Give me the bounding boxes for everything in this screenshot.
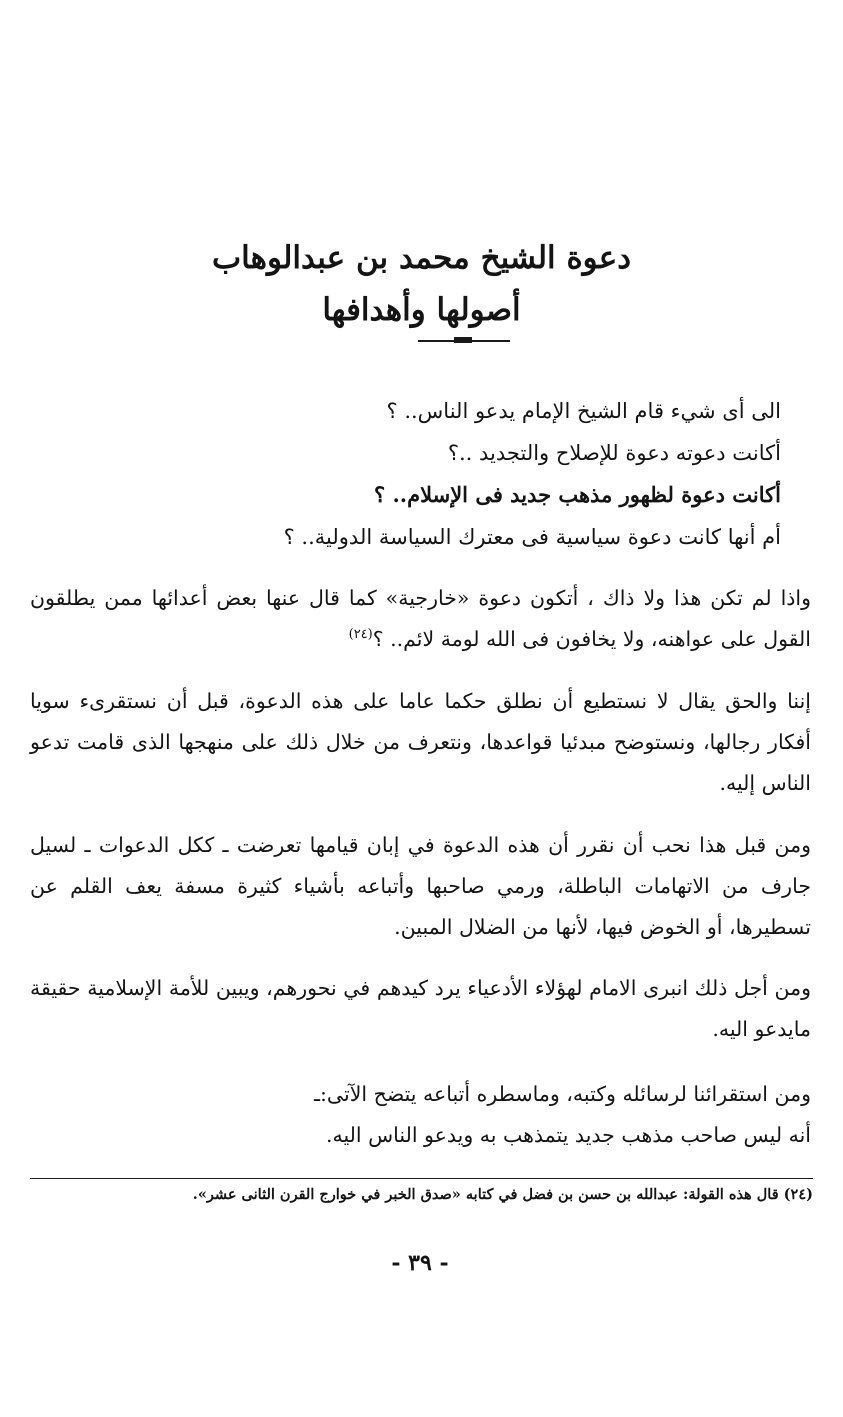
paragraph-5 [30,1074,811,1156]
question-item: الى أى شيء قام الشيخ الإمام يدعو الناس.. ؟ [386,399,781,423]
paragraph-1 [30,578,811,660]
paragraph-5-line-1: ومن استقرائنا لرسائله وكتبه، وماسطره أتباعه يتضح الآتى:ـ [314,1082,811,1106]
paragraph-5-line-2: أنه ليس صاحب مذهب جديد يتمذهب به ويدعو الناس اليه. [325,1123,811,1147]
page-number: - ٣٩ - [391,1250,449,1276]
paragraph-3: ومن قبل هذا نحب أن نقرر أن هذه الدعوة في إبان قيامها تعرضت ـ ككل الدعوات ـ لسيل جارف من الاتهامات الباطلة، ورمي صاحبها وأتباعه بأشياء كثيرة مسفة يعف القلم عن تسطيرها، أو الخوض فيها، لأنها من الضلال المبين. [30,833,811,939]
title-line-2: أصولها وأهدافها [322,292,521,328]
paragraph-2: إننا والحق يقال لا نستطيع أن نطلق حكما عاما على هذه الدعوة، قبل أن نستقرىء سويا أفكار رجالها، ونستوضح مبدئيا قواعدها، ونتعرف من خلال ذلك على منهجها الذى قامت تدعو الناس إليه. [30,689,811,795]
footnote: (٢٤) قال هذه القولة: عبدالله بن حسن بن فضل في كتابه «صدق الخبر في خوارج القرن الثانى عشر». [192,1186,813,1203]
question-item: أكانت دعوة لظهور مذهب جديد فى الإسلام.. ؟ [374,482,781,507]
footnote-reference: (٢٤) [348,627,373,643]
question-item: أم أنها كانت دعوة سياسية فى معترك السياسة الدولية.. ؟ [283,525,781,549]
title-line-1: دعوة الشيخ محمد بن عبدالوهاب [211,240,631,276]
paragraph-1-text: واذا لم تكن هذا ولا ذاك ، أتكون دعوة «خارجية» كما قال عنها بعض أعدائها ممن يطلقون القول على عواهنه، ولا يخافون فى الله لومة لائم.. ؟ [30,586,811,651]
question-item: أكانت دعوته دعوة للإصلاح والتجديد ..؟ [447,441,781,465]
page-title [190,232,653,336]
paragraph-4: ومن أجل ذلك انبرى الامام لهؤلاء الأدعياء يرد كيدهم في نحورهم، ويبين للأمة الإسلامية حقيقة مايدعو اليه. [30,976,811,1041]
footnote-divider [30,1178,813,1179]
question-list [221,390,781,558]
title-divider-ornament [454,337,472,343]
